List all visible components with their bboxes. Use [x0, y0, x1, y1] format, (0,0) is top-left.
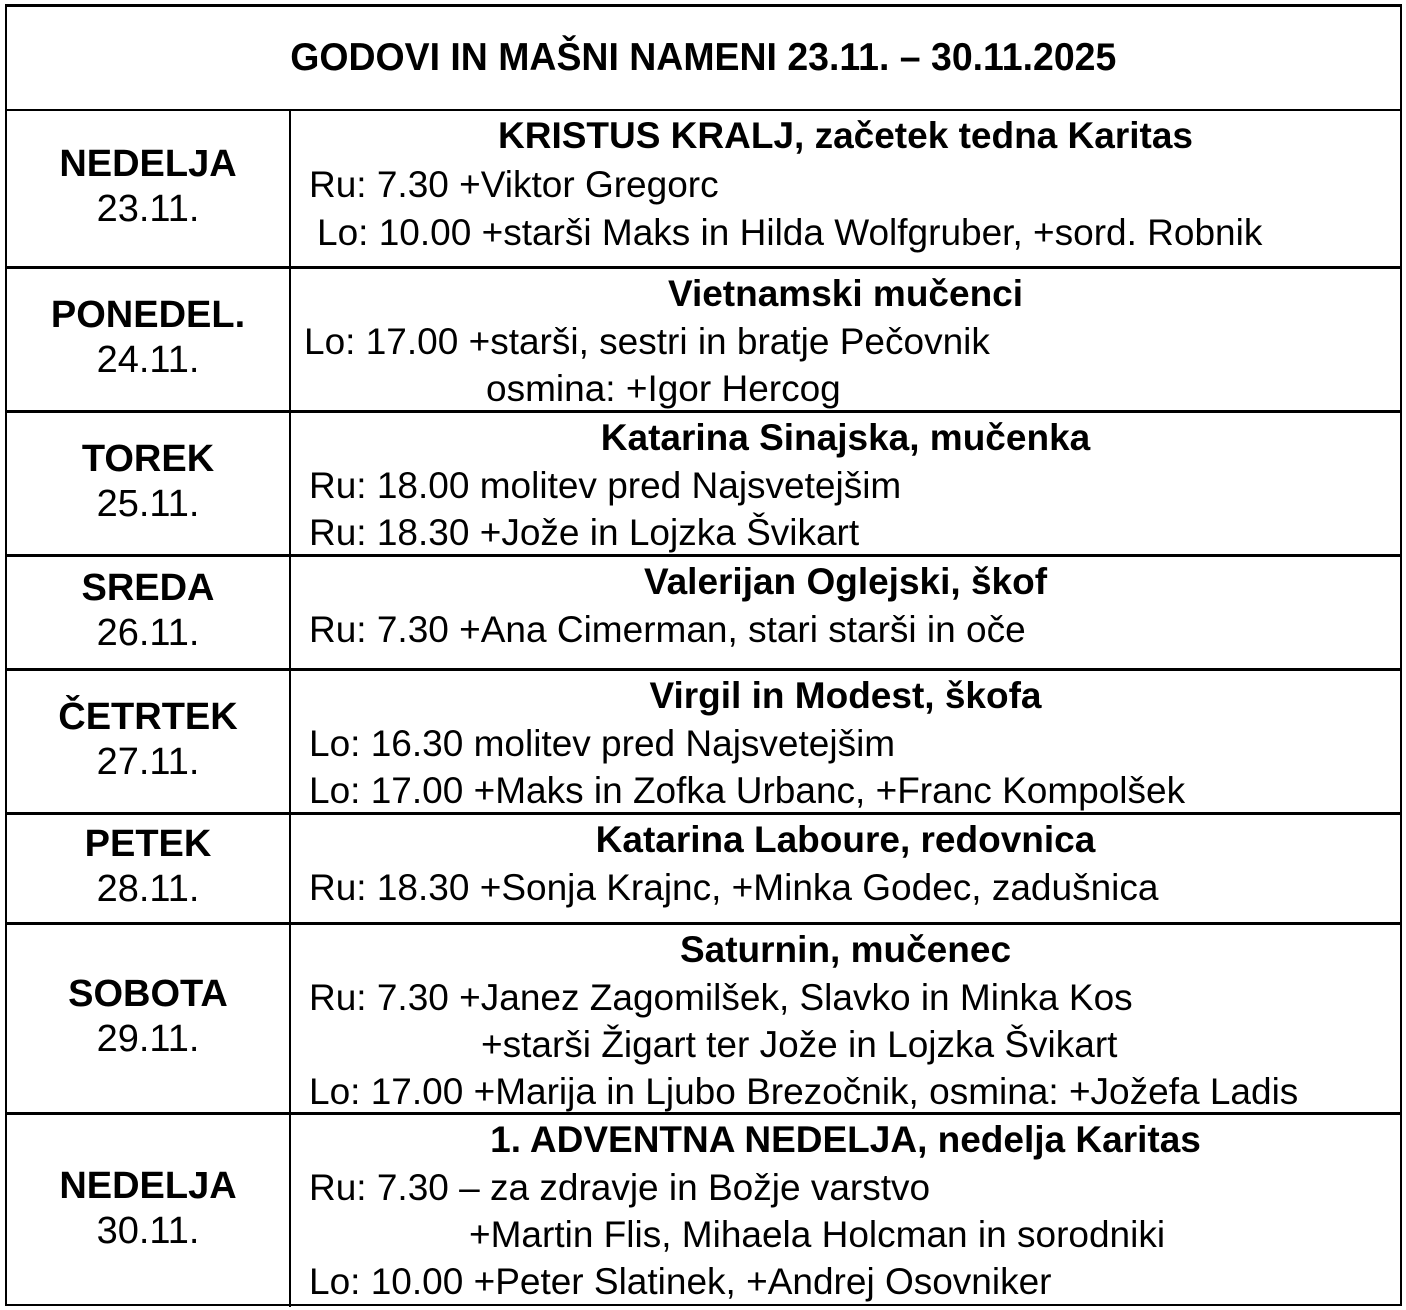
title-row: [7, 7, 1400, 111]
day-date: 29.11.: [96, 1017, 200, 1060]
day-cell: [7, 413, 291, 554]
feast-title: Valerijan Oglejski, škof: [643, 561, 1048, 602]
content-cell: [291, 557, 1400, 668]
day-date: 25.11.: [96, 482, 200, 525]
intention-line: Ru: 7.30 +Janez Zagomilšek, Slavko in Minka Kos: [309, 977, 1133, 1018]
feast-title: Katarina Sinajska, mučenka: [600, 417, 1091, 458]
intention-line: Lo: 10.00 +starši Maks in Hilda Wolfgruber, +sord. Robnik: [317, 212, 1263, 253]
content-cell: [291, 671, 1400, 812]
intention-line: +starši Žigart ter Jože in Lojzka Švikart: [481, 1024, 1118, 1065]
feast-title: KRISTUS KRALJ, začetek tedna Karitas: [498, 115, 1193, 156]
day-name: SOBOTA: [68, 972, 228, 1015]
intention-line: Lo: 17.00 +Maks in Zofka Urbanc, +Franc Kompolšek: [309, 770, 1186, 811]
intention-line: Lo: 10.00 +Peter Slatinek, +Andrej Osovniker: [309, 1261, 1052, 1302]
day-date: 28.11.: [96, 867, 200, 910]
day-cell: [7, 269, 291, 410]
intention-line: Lo: 16.30 molitev pred Najsvetejšim: [309, 723, 896, 764]
day-date: 27.11.: [96, 740, 200, 783]
feast-title: Saturnin, mučenec: [679, 929, 1012, 970]
day-date: 23.11.: [96, 187, 200, 230]
day-name: PONEDEL.: [50, 293, 246, 336]
intention-line: Ru: 7.30 – za zdravje in Božje varstvo: [309, 1167, 931, 1208]
table-row: [7, 815, 1400, 925]
feast-title: Vietnamski mučenci: [667, 273, 1024, 314]
table-row: [7, 1115, 1400, 1307]
day-cell: [7, 111, 291, 266]
content-cell: [291, 925, 1400, 1112]
content-cell: [291, 111, 1400, 266]
day-name: NEDELJA: [59, 1165, 237, 1207]
intention-line: Lo: 17.00 +Marija in Ljubo Brezočnik, osmina: +Jožefa Ladis: [309, 1071, 1299, 1112]
intention-line: Ru: 7.30 +Ana Cimerman, stari starši in oče: [309, 609, 1026, 650]
day-date: 24.11.: [96, 338, 200, 381]
intention-line: osmina: +Igor Hercog: [486, 368, 841, 409]
feast-title: Virgil in Modest, škofa: [649, 675, 1042, 716]
intention-line: Lo: 17.00 +starši, sestri in bratje Pečovnik: [304, 321, 990, 362]
table-row: [7, 557, 1400, 671]
content-cell: [291, 815, 1400, 922]
intention-line: Ru: 18.30 +Sonja Krajnc, +Minka Godec, zadušnica: [309, 867, 1159, 908]
content-cell: [291, 269, 1400, 410]
intention-line: +Martin Flis, Mihaela Holcman in sorodniki: [469, 1214, 1166, 1255]
feast-title: Katarina Laboure, redovnica: [595, 819, 1096, 860]
content-cell: [291, 1115, 1400, 1307]
table-row: [7, 671, 1400, 815]
day-cell: [7, 925, 291, 1112]
content-cell: [291, 413, 1400, 554]
day-cell: [7, 815, 291, 922]
day-name: PETEK: [84, 822, 212, 865]
day-date: 30.11.: [96, 1210, 200, 1252]
page-title: GODOVI IN MAŠNI NAMENI 23.11. – 30.11.2025: [290, 36, 1117, 79]
table-row: [7, 925, 1400, 1115]
day-date: 26.11.: [96, 611, 200, 654]
intention-line: Ru: 7.30 +Viktor Gregorc: [309, 164, 719, 205]
intention-line: Ru: 18.30 +Jože in Lojzka Švikart: [309, 512, 860, 553]
day-cell: [7, 671, 291, 812]
feast-title: 1. ADVENTNA NEDELJA, nedelja Karitas: [490, 1119, 1201, 1160]
intention-line: Ru: 18.00 molitev pred Najsvetejšim: [309, 465, 902, 506]
table-row: [7, 269, 1400, 413]
day-cell: [7, 1115, 291, 1307]
mass-intentions-table: [5, 4, 1402, 1306]
day-name: TOREK: [81, 437, 215, 480]
day-name: SREDA: [81, 566, 215, 609]
day-name: ČETRTEK: [58, 695, 238, 738]
table-row: [7, 413, 1400, 557]
table-row: [7, 111, 1400, 269]
day-name: NEDELJA: [59, 142, 237, 185]
day-cell: [7, 557, 291, 668]
